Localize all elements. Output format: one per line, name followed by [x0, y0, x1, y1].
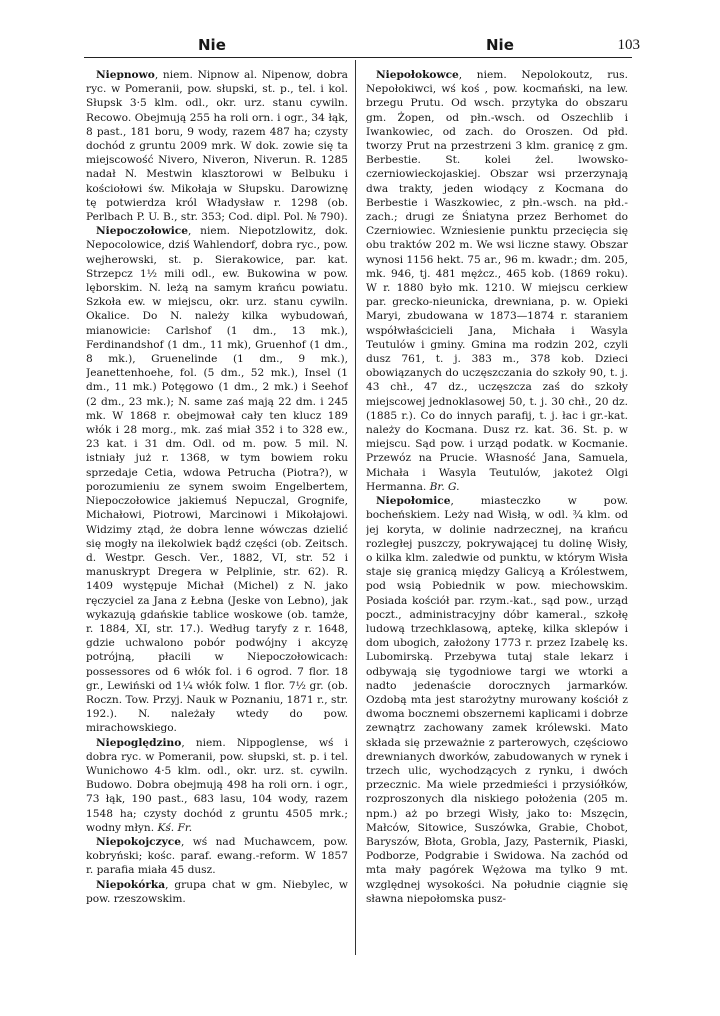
entry-headword: Niepokojczyce	[96, 835, 181, 848]
entry-niepnowo	[86, 68, 348, 224]
entry-niepokorka	[86, 878, 348, 906]
entry-headword: Niepokórka	[96, 878, 166, 891]
entry-text: , niem. Nippoglense, wś i dobra ryc. w Pomeranii, pow. słupski, st. p. i tel. Wunichowo 4·5 klm. odl., okr. urz. st. cywiln. Budowo. Dobra obejmują 498 ha roli orn. i ogr., 73 łąk, 190 past., 683 lasu, 104 wody, razem 1548 ha; czysty dochód z gruntu 4505 mrk.; wodny młyn.	[86, 736, 348, 834]
entry-headword: Niepoględzino	[96, 736, 182, 749]
column-divider	[355, 60, 356, 955]
entry-niepolomice	[366, 494, 628, 906]
entry-niepokojczyce	[86, 835, 348, 878]
entry-headword: Niepoczołowice	[96, 225, 188, 238]
entry-text: , niem. Nepolokoutz, rus. Nepołokiwci, wś koś , pow. kocmański, na lew. brzegu Prutu. Od wsch. przytyka do obszaru gm. Żopen, od płn.-wsch. od Oszechlib i Iwankowiec, od zach. do Oroszen. Od płd. tworzy Prut na przestrzeni 3 klm. granicę z gm. Berbestie. St. kolei żel. lwowsko-czerniowieckojaskiej. Obszar wsi przerzynają dwa trakty, jeden wiodący z Kocmana do Berbestie i Waszkowiec, z płn.-wsch. na płd.-zach.; drugi ze Śniatyna przez Berhomet do Czerniowiec. Wzniesienie punktu przecięcia się obu traktów 202 m. We wsi liczne stawy. Obszar wynosi 1156 hekt. 75 ar., 96 m. kwadr.; dm. 205, mk. 946, tj. 481 mężcz., 465 kob. (1869 roku). W r. 1880 było mk. 1210. W miejscu cerkiew par. grecko-nieunicka, drewniana, p. w. Opieki Maryi, zbudowana w 1873—1874 r. staraniem współwłaścicieli Jana, Michała i Wasyla Teutulów i gminy. Gmina ma rodzin 202, czyli dusz 761, t. j. 383 m., 378 kob. Dzieci obowiązanych do uczęszczania do szkoły 90, t. j. 43 chł., 47 dz., uczęszcza zaś do szkoły miejscowej jednoklasowej 50, t. j. 30 chł., 20 dz. (1885 r.). Co do innych parafij, t. j. łac i gr.-kat. należy do Kocmana. Dusz rz. kat. 36. St. p. w miejscu. Sąd pow. i urząd podatk. w Kocmanie. Przewóz na Prucie. Własność Jana, Samuela, Michała i Wasyla Teutulów, jakoteż Olgi Hermanna.	[366, 69, 628, 493]
entry-signature: Br. G.	[429, 480, 460, 493]
running-head-right: Nie	[486, 36, 514, 54]
left-column	[86, 68, 348, 968]
right-column	[366, 68, 628, 968]
running-head-left: Nie	[198, 36, 226, 54]
entry-niepoczolowice	[86, 224, 348, 735]
entry-text: , grupa chat w gm. Niebylec, w pow. rzeszowskim.	[86, 878, 348, 905]
entry-text: , wś nad Muchawcem, pow. kobryński; kośc. paraf. ewang.-reform. W 1857 r. parafia miała 45 dusz.	[86, 835, 348, 877]
entry-headword: Niepołomice	[376, 495, 451, 508]
entry-text: , niem. Niepotzlowitz, dok. Nepocolowice, dziś Wahlendorf, dobra ryc., pow. wejherowski, st. p. Sierakowice, par. kat. Strzepcz 1½ mili odl., ew. Bukowina w pow. lęborskim. N. leżą na samym krańcu powiatu. Szkoła ew. w miejscu, okr. urz. stanu cywiln. Okalice. Do N. należy kilka wybudowań, mianowicie: Carlshof (1 dm., 13 mk.), Ferdinandshof (1 dm., 11 mk), Gruenhof (1 dm., 8 mk.), Gruenelinde (1 dm., 9 mk.), Jeanettenhoehe, fol. (5 dm., 52 mk.), Insel (1 dm., 11 mk.) Potęgowo (1 dm., 2 mk.) i Seehof (2 dm., 23 mk.); N. same zaś mają 22 dm. i 245 mk. W 1868 r. obejmował cały ten klucz 189 włók i 28 morg., mk. zaś miał 352 i to 328 ew., 23 kat. i 31 dm. Odl. od m. pow. 5 mil. N. istniały już r. 1368, w tym bowiem roku sprzedaje Cetia, wdowa Petrucha (Piotra?), w porozumieniu ze synem swoim Engelbertem, Niepoczołowice jakiemuś Nepuczal, Grognife, Michałowi, Piotrowi, Marcinowi i Mikołajowi. Widzimy ztąd, że dobra lenne wówczas dzielić się mogły na ilekolwiek bądź części (ob. Zeitsch. d. Westpr. Gesch. Ver., 1882, VI, str. 52 i manuskrypt Dregera w Pelplinie, str. 62). R. 1409 występuje Michał (Michel) z N. jako ręczyciel za Jana z Łebna (Jeske von Lebno), jak wykazują gdańskie tablice woskowe (ob. tamże, r. 1884, XI, str. 17.). Według taryfy z r. 1648, gdzie uchwalono pobór podwójny i akcyzę potrójną, płacili w Niepoczołowicach: possessores od 6 włók fol. i 6 ogrod. 7 flor. 18 gr., Lewiński od 1¼ włók folw. 1 flor. 7½ gr. (ob. Roczn. Tow. Przyj. Nauk w Poznaniu, 1871 r., str. 192.). N. należały wtedy do pow. mirachowskiego.	[86, 225, 348, 735]
header-rule	[84, 57, 632, 58]
entry-headword: Niepołokowce	[376, 69, 459, 81]
entry-signature: Kś. Fr.	[157, 821, 193, 834]
entry-niepogledzino	[86, 736, 348, 835]
entry-text: , niem. Nipnow al. Nipenow, dobra ryc. w Pomeranii, pow. słupski, st. p., tel. i kol. Słupsk 3·5 klm. odl., okr. urz. stanu cywiln. Recowo. Obejmują 255 ha roli orn. i ogr., 34 łąk, 8 past., 181 boru, 9 wody, razem 487 ha; czysty dochód z gruntu 2009 mrk. W dok. zowie się ta miejscowość Nivero, Niveron, Niverun. R. 1285 nadał N. Mestwin klasztorowi w Belbuku i kościołowi św. Mikołaja w Słupsku. Darowiznę tę potwierdza król Władysław r. 1298 (ob. Perlbach P. U. B., str. 353; Cod. dipl. Pol. № 790).	[86, 69, 348, 224]
entry-niepolokowce	[366, 68, 628, 494]
entry-text: , miasteczko w pow. bocheńskiem. Leży nad Wisłą, w odl. ¾ klm. od jej koryta, w dolinie nadrzecznej, na krańcu rozległej puszczy, pokrywającej tu dolinę Wisły, o kilka klm. zaledwie od punktu, w którym Wisła staje się granicą między Galicyą a Królestwem, pod wsią Pobiednik w pow. miechowskim. Posiada kościół par. rzym.-kat., sąd pow., urząd poczt., administracyjny dóbr kameral., szkołę ludową trzechklasową, aptekę, kilka sklepów i dom ubogich, założony 1773 r. przez Izabelę ks. Lubomirską. Przebywa tutaj stale lekarz i odbywają się tygodniowe targi we wtorki a nadto jedenaście dorocznych jarmarków. Ozdobą mta jest starożytny murowany kościół z dwoma bocznemi obszernemi kaplicami i dobrze zewnątrz zachowany zamek królewski. Mato składa się przeważnie z parterowych, częściowo drewnianych dworków, zabudowanych w rynek i trzech ulic, wychodzących z rynku, i dwóch przecznic. Ma wiele przedmieści i przysiółków, rozproszonych dla niskiego położenia (205 m. npm.) aż po brzegi Wisły, jako to: Mszęcin, Małców, Sitowice, Suszówka, Grabie, Chobot, Baryszów, Błota, Grobla, Jazy, Pasternik, Piaski, Podborze, Podgrabie i Swidowa. Na zachód od mta mały pagórek Wężowa ma tylko 9 mt. względnej wysokości. Na południe ciągnie się sławna niepołomska pusz-	[366, 495, 628, 905]
entry-headword: Niepnowo	[96, 69, 155, 81]
page-number: 103	[617, 37, 640, 53]
